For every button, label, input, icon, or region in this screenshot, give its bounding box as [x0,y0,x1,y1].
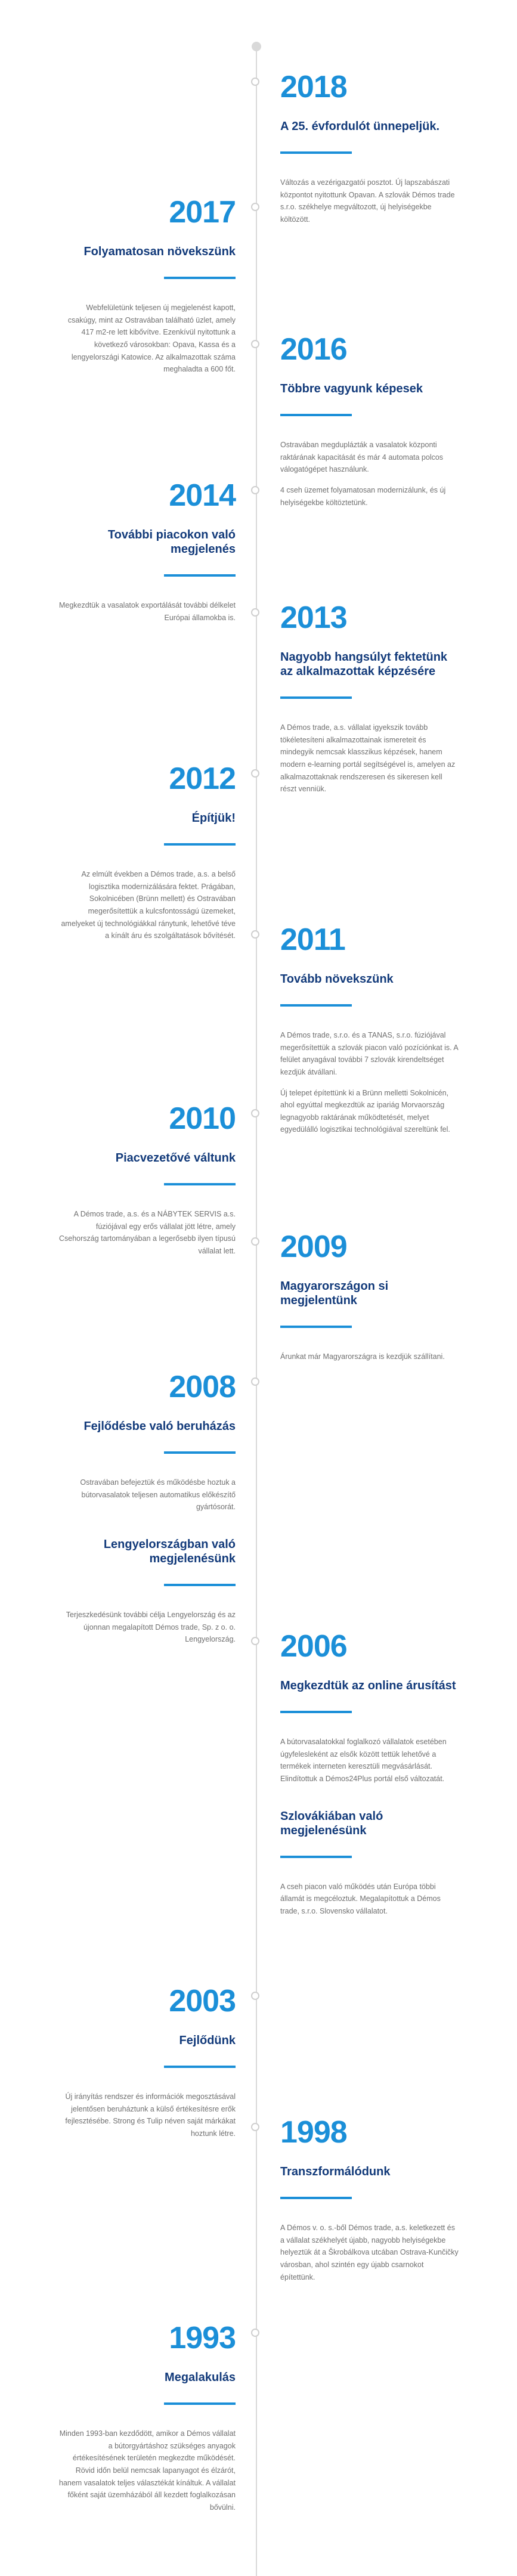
entry-paragraph: Ostravában megduplázták a vasalatok központi raktárának kapacitását és már 4 automata polcos válogatógépet használunk. [280,441,444,474]
entry-year: 2003 [169,1984,236,2018]
entry-description [57,2091,236,2140]
entry-paragraph: Új telepet építettünk ki a Brünn melletti Sokolnicén, ahol egyúttal megkezdtük az ipariág Morvaország legnagyobb raktárának működtetését, melyet egyedülálló logisztikai technológiával szereltünk fel. [280,1088,450,1134]
title-underline [280,414,352,416]
timeline-entry-2010 [57,1103,236,1266]
timeline-line [256,42,257,2576]
timeline-marker [251,2123,259,2131]
timeline-entry-2009 [280,1231,459,1371]
title-underline [280,2197,352,2199]
timeline-entry-2008 [57,1371,236,1654]
timeline-entry-2006 [280,1631,459,1925]
title-underline [280,1326,352,1328]
timeline-marker [251,340,259,348]
entry-title: Fejlődünk [179,2034,236,2047]
entry-description [57,868,236,942]
entry-paragraph: Terjeszkedésünk további célja Lengyelország és az újonnan megalapított Démos trade, Sp. z o. o. Lengyelország. [66,1610,236,1644]
entry-title: Magyarországon si megjelentünk [280,1280,389,1307]
timeline-entry-1993 [57,2323,236,2522]
entry-paragraph: Webfelületünk teljesen új megjelenést kapott, csakúgy, mint az Ostravában található üzlet, amely 417 m2-re lett kibővítve. Ezenkívül nyitottunk a következő városokban: Opava, Kassa és a lengyelországi Katowice. Az alkalmazottak száma meghaladta a 600 főt. [67,304,236,374]
timeline-entry-2011 [280,924,459,1144]
entry-description [280,439,459,509]
entry-title: Piacvezetővé váltunk [115,1151,236,1165]
entry-title: A 25. évfordulót ünnepeljük. [280,120,440,133]
timeline-marker [251,1637,259,1645]
entry-year: 2009 [280,1230,347,1264]
entry-description [280,1351,459,1363]
title-underline [280,1004,352,1007]
timeline-entry-2012 [57,763,236,950]
entry-description [57,1476,236,1513]
entry-title: Nagyobb hangsúlyt fektetünk az alkalmazottak képzésére [280,651,448,678]
entry-paragraph: A Démos v. o. s.-ből Démos trade, a.s. keletkezett és a vállalat székhelyét újabb, nagyobb helyiségekbe helyeztük át a Škrobálkova utcában Ostrava-Kunčičky városban, ahol szintén egy újabb csarnokot építettünk. [280,2224,459,2281]
entry-paragraph: A Démos trade, s.r.o. és a TANAS, s.r.o. fúziójával megerősítettük a szlovák piacon való pozíciónkat is. A felület anyagával további 7 szlovák kirendeltséget kezdjük átvállani. [280,1031,459,1076]
entry-year: 2008 [169,1370,236,1404]
entry-sub-description [280,1881,459,1918]
entry-paragraph: Változás a vezérigazgatói posztot. Új lapszabászati központot nyitottunk Opavan. A szlovák Démos trade s.r.o. székhelye megváltozott, új helyiségekbe költözött. [280,178,455,224]
entry-description [280,722,459,795]
entry-year: 2014 [169,478,236,513]
timeline-entry-2017 [57,197,236,384]
entry-title: Többre vagyunk képesek [280,382,423,395]
entry-description [57,1208,236,1258]
entry-year: 2016 [280,332,347,367]
timeline-entry-2003 [57,1986,236,2148]
entry-description [57,599,236,624]
entry-year: 1993 [169,2321,236,2355]
timeline-entry-2016 [280,334,459,517]
entry-year: 1998 [280,2115,347,2150]
timeline-marker [251,1237,259,1246]
timeline-marker [251,608,259,617]
entry-subtitle: Lengyelországban való megjelenésünk [103,1537,236,1565]
entry-title: További piacokon való megjelenés [107,528,236,556]
entry-description [280,1029,459,1136]
entry-year: 2018 [280,70,347,104]
entry-title: Folyamatosan növekszünk [83,245,236,258]
timeline-entry-1998 [280,2117,459,2292]
entry-title: Tovább növekszünk [280,973,394,986]
timeline-marker [251,1377,259,1386]
timeline-marker [251,486,259,494]
entry-title: Megalakulás [165,2371,236,2384]
entry-subtitle: Szlovákiában való megjelenésünk [280,1809,383,1837]
title-underline [164,277,236,279]
entry-title: Építjük! [191,812,236,825]
entry-paragraph: Ostravában befejeztük és működésbe hoztuk a bútorvasalatok teljesen automatikus előkészítő gyártósorát. [80,1478,236,1512]
title-underline [164,1183,236,1185]
entry-description [57,302,236,376]
entry-year: 2010 [169,1101,236,1136]
title-underline [164,2066,236,2068]
timeline-entry-2013 [280,602,459,804]
timeline-marker [251,2329,259,2337]
entry-paragraph: A Démos trade, a.s. és a NÁBYTEK SERVIS a.s. fúziójával egy erős vállalat jött létre, amely Csehország tartományában a legerősebb ilyen típusú vállalat lett. [58,1210,236,1255]
entry-paragraph: A Démos trade, a.s. vállalat igyekszik tovább tökéletesíteni alkalmazottainak ismereteit és mindegyik nemcsak klasszikus képzések, hanem modern e-learning portál segítségével is, amelyen az alkalmazottaknak rendszeresen és sikeresen kell részt venniük. [280,723,456,794]
timeline-marker [251,769,259,778]
entry-paragraph: A cseh piacon való működés után Európa többi államát is megcéloztuk. Megalapítottuk a Démos trade, s.r.o. Slovensko vállalatot. [280,1882,441,1915]
subtitle-underline [164,1584,236,1586]
title-underline [280,696,352,699]
entry-year: 2013 [280,600,347,635]
entry-paragraph: A bútorvasalatokkal foglalkozó vállalatok esetében úgyfelesleként az elsők között tettük lehetővé a termékek interneten keresztüli megvásárlását. Elindítottuk a Démos24Plus portál első változatát. [280,1738,447,1783]
timeline-entry-2018 [280,72,459,234]
entry-year: 2011 [280,922,345,957]
entry-paragraph: 4 cseh üzemet folyamatosan modernizálunk, és új helyiségekbe költöztetünk. [280,485,446,507]
entry-paragraph: Minden 1993-ban kezdődött, amikor a Démos vállalat a bútorgyártáshoz szükséges anyagok értékesítésének területén megkezdte működését. Rövid időn belül nemcsak lapanyagot és élzárót, hanem vasalatok teljes választékát kínáltuk. A vállalat főként saját üzemházából áll kezdett foglalkozásan bővülni. [59,2429,236,2512]
subtitle-underline [280,1856,352,1858]
entry-description [280,2222,459,2283]
timeline-marker [251,930,259,939]
entry-year: 2017 [169,195,236,230]
timeline-marker [251,1992,259,2000]
entry-description [57,2428,236,2513]
timeline-entry-2014 [57,480,236,632]
timeline-marker [251,203,259,211]
entry-paragraph: Árunkat már Magyarországra is kezdjük szállítani. [280,1352,445,1361]
entry-paragraph: Az elmúlt években a Démos trade, a.s. a belső logisztika modernizálására fektet. Prágában, Sokolnicében (Brünn mellett) és Ostravában megerősítettük a kulcsfontosságú üzemeket, amelyeket új technológiákkal ránytunk, lehetővé téve a kínált áru és szolgáltatások bővítését. [61,870,236,940]
timeline-marker [251,1109,259,1117]
entry-description [280,1736,459,1785]
entry-year: 2006 [280,1629,347,1664]
timeline-marker [251,78,259,86]
title-underline [280,151,352,154]
entry-title: Fejlődésbe való beruházás [83,1420,236,1433]
entry-paragraph: Új irányítás rendszer és információk megosztásával jelentősen beruháztunk a külső értékesítésre erők fejlesztésébe. Strong és Tulip néven saját márkákat hoztunk létre. [65,2092,236,2138]
title-underline [280,1711,352,1713]
title-underline [164,574,236,577]
entry-year: 2012 [169,761,236,796]
title-underline [164,1451,236,1454]
entry-title: Megkezdtük az online árusítást [280,1679,456,1692]
title-underline [164,2402,236,2405]
entry-paragraph: Megkezdtük a vasalatok exportálását további délkelet Európai államokba is. [58,601,236,622]
entry-sub-description [57,1609,236,1646]
entry-title: Transzformálódunk [280,2165,391,2178]
title-underline [164,843,236,846]
entry-description [280,177,459,226]
timeline-start-cap [252,42,261,51]
